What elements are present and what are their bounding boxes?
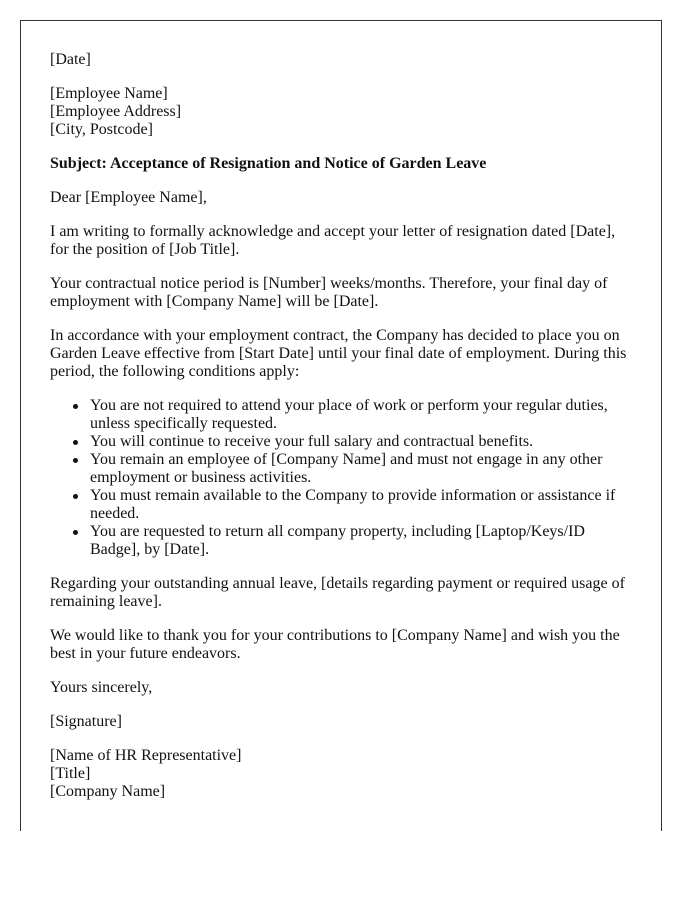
bullet-icon [73,404,78,409]
sender-name: [Name of HR Representative] [50,747,242,764]
bullet-icon [73,494,78,499]
subject-line: Subject: Acceptance of Resignation and Notice of Garden Leave [50,155,487,172]
paragraph-notice-period: Your contractual notice period is [Number] weeks/months. Therefore, your final day of employment with [Company Name] will be [Date]. [50,275,608,310]
condition-text: You remain an employee of [Company Name] and must not engage in any other employment or business activities. [90,451,603,486]
sender-company: [Company Name] [50,783,166,800]
sender-block [50,747,631,801]
recipient-address-block [50,85,631,139]
condition-text: You are not required to attend your place of work or perform your regular duties, unless specifically requested. [90,397,608,432]
bullet-icon [73,458,78,463]
paragraph-thanks: We would like to thank you for your contributions to [Company Name] and wish you the best in your future endeavors. [50,627,620,662]
bullet-icon [73,440,78,445]
conditions-list [50,397,631,559]
paragraph-acknowledgement: I am writing to formally acknowledge and accept your letter of resignation dated [Date], for the position of [Job Title]. [50,223,616,258]
condition-text: You are requested to return all company property, including [Laptop/Keys/ID Badge], by [Date]. [90,523,585,558]
condition-text: You will continue to receive your full salary and contractual benefits. [90,433,534,450]
letter-date: [Date] [50,51,91,68]
list-item [90,397,631,433]
paragraph-annual-leave: Regarding your outstanding annual leave, [details regarding payment or required usage of remaining leave]. [50,575,625,610]
condition-text: You must remain available to the Company to provide information or assistance if needed. [90,487,616,522]
signature-placeholder: [Signature] [50,713,122,730]
salutation: Dear [Employee Name], [50,189,207,206]
list-item [90,487,631,523]
recipient-city-postcode: [City, Postcode] [50,121,153,138]
list-item [90,523,631,559]
sender-title: [Title] [50,765,91,782]
valediction: Yours sincerely, [50,679,153,696]
letter-document [20,20,662,831]
bullet-icon [73,530,78,535]
recipient-address: [Employee Address] [50,103,182,120]
list-item [90,451,631,487]
list-item [90,433,631,451]
paragraph-garden-leave: In accordance with your employment contract, the Company has decided to place you on Garden Leave effective from [Start Date] until your final date of employment. During this period, the following conditions apply: [50,327,627,380]
recipient-name: [Employee Name] [50,85,168,102]
